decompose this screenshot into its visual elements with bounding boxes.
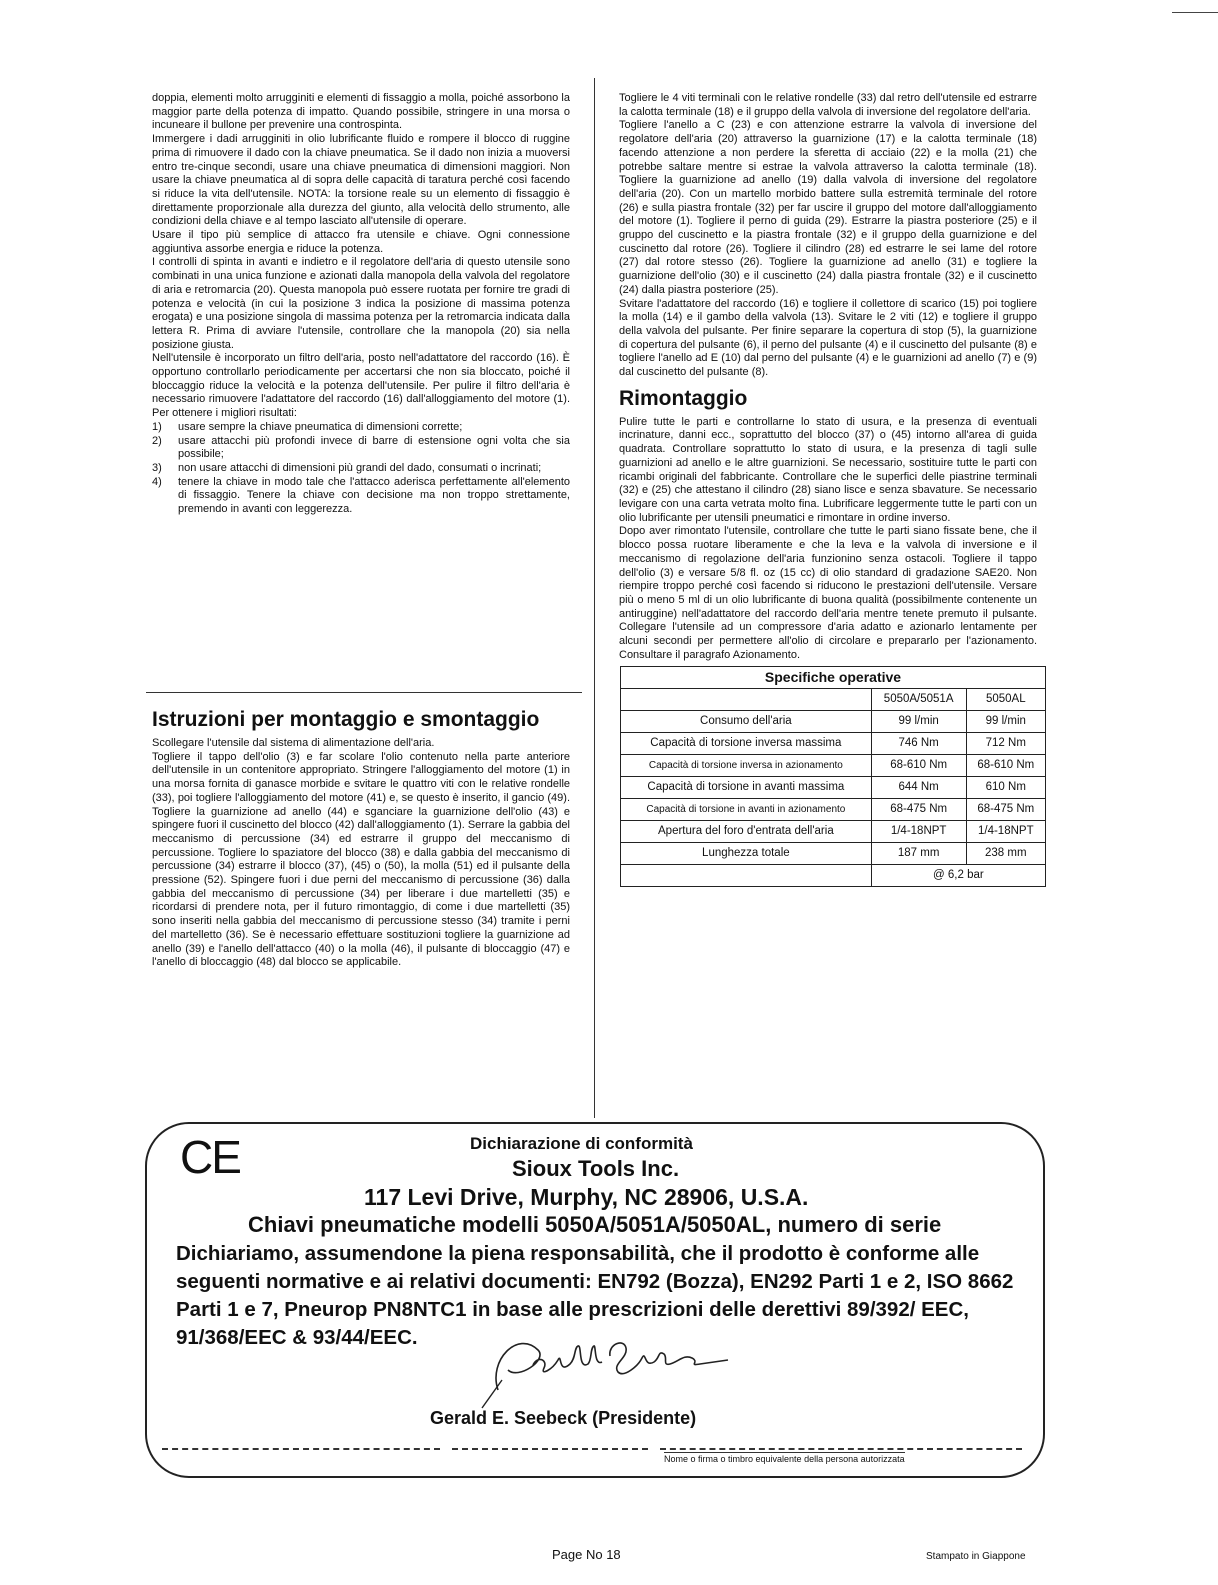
column-divider (594, 78, 595, 1118)
paragraph: Togliere l'anello a C (23) e con attenzione estrarre la valvola di inversione del regolatore dell'aria (20) attraverso la guarnizione (17) e la calotta terminale (18) facendo attenzione a non perdere la sferetta di acciaio (22) e la molla (21) che potrebbe saltare mentre si estrae la valvola attraverso la calotta terminale (18). Togliere la guarnizione ad anello (19) dalla valvola di inversione del regolatore dell'aria (20). Con un martello morbido battere sulla estremità terminale del rotore (26) e sulla piastra frontale (32) per far uscire il gruppo del motore dall'alloggiamento del motore (1). Togliere il perno di guida (29). Estrarre la piastra posteriore (25) e il gruppo del cuscinetto e la piastra frontale (32) e il gruppo della guarnizione e del cuscinetto dal rotore (26). Togliere il cilindro (28) ed estrarre le sei lame del rotore (27) dal rotore stesso (26). Togliere la guarnizione ad anello (31) e togliere la guarnizione dell'olio (30) e il cuscinetto (24) dalla piastra frontale (32) e il cuscinetto (24) dalla piastra posteriore (25). (619, 119, 1037, 296)
table-cell: 68-610 Nm (871, 755, 966, 777)
page-number: Page No 18 (552, 1547, 621, 1562)
table-cell: 99 l/min (871, 711, 966, 733)
table-row (621, 733, 1046, 755)
list-item (152, 476, 570, 517)
paragraph: doppia, elementi molto arrugginiti e elementi di fissaggio a molla, poiché assorbono la maggior parte della potenza di impatto. Quando possibile, stringere in una morsa o incuneare il bullone per prevenire una controspinta. (152, 92, 570, 132)
signature-caption: Nome o firma o timbro equivalente della persona autorizzata (664, 1454, 905, 1464)
assembly-instructions-section (152, 707, 570, 970)
paragraph: Usare il tipo più semplice di attacco fra utensile e chiave. Ogni connessione aggiuntiva assorbe energia e riduce la potenza. (152, 229, 570, 255)
column-header: 5050A/5051A (871, 689, 966, 711)
paragraph: Svitare l'adattatore del raccordo (16) e togliere il collettore di scarico (15) poi togliere la molla (14) e il gambo della valvola (13). Svitare le 2 viti (12) e togliere il gruppo della valvola del pulsante. Per finire separare la copertura di stop (5), la guarnizione di copertura del pulsante (6), il perno del pulsante (4) e il cuscinetto del pulsante (8) e togliere l'anello ad E (10) dal perno del pulsante (4) e le guarnizioni ad anello (7) e (9) dal cuscinetto del pulsante (8). (619, 297, 1037, 379)
table-cell: 99 l/min (966, 711, 1045, 733)
table-cell (621, 865, 872, 887)
signer-name: Gerald E. Seebeck (Presidente) (430, 1408, 697, 1428)
list-text: tenere la chiave in modo tale che l'attacco aderisca perfettamente all'elemento di fissaggio. Tenere la chiave con decisione ma non troppo strettamente, premendo in avanti con leggerezza. (178, 475, 570, 516)
table-cell: 746 Nm (871, 733, 966, 755)
row-label: Capacità di torsione inversa massima (621, 733, 872, 755)
declaration-statement: Dichiariamo, assumendone la piena responsabilità, che il prodotto è conforme alle seguenti normative e ai relativi documenti: EN792 (Bozza), EN292 Parti 1 e 2, ISO 8662 Parti 1 e 7, Pneurop PN8NTC1 in base alle prescrizioni delle derettivi 89/392/ EEC, 91/368/EEC & 93/44/EEC. (176, 1242, 1014, 1349)
table-cell: 238 mm (966, 843, 1045, 865)
table-row (621, 821, 1046, 843)
list-number: 4) (152, 475, 162, 488)
table-row (621, 843, 1046, 865)
row-label: Capacità di torsione in avanti massima (621, 777, 872, 799)
table-footnote: @ 6,2 bar (871, 865, 1045, 887)
table-row (621, 865, 1046, 887)
section-divider (146, 692, 582, 693)
table-cell: 68-610 Nm (966, 755, 1045, 777)
section-heading: Istruzioni per montaggio e smontaggio (152, 708, 540, 731)
row-label: Capacità di torsione inversa in azionamento (621, 755, 872, 777)
column-header: 5050AL (966, 689, 1045, 711)
table-cell: 68-475 Nm (966, 799, 1045, 821)
table-cell: 1/4-18NPT (871, 821, 966, 843)
right-column (619, 92, 1037, 887)
tips-list (152, 421, 570, 517)
row-label: Consumo dell'aria (621, 711, 872, 733)
table-row (621, 777, 1046, 799)
row-label: Capacità di torsione in avanti in azionamento (621, 799, 872, 821)
list-item (152, 462, 570, 476)
list-number: 3) (152, 461, 162, 474)
table-cell: 68-475 Nm (871, 799, 966, 821)
row-label: Apertura del foro d'entrata dell'aria (621, 821, 872, 843)
table-cell: 644 Nm (871, 777, 966, 799)
paragraph: Togliere il tappo dell'olio (3) e far scolare l'olio contenuto nella parte anteriore dell'utensile in un contenitore appropriato. Stringere l'alloggiamento del motore (1) in una morsa fornita di ganasce morbide e svitare le quattro viti con le relative rondelle (33), poi togliere l'alloggiamento del motore (41) e, se questo è inserito, il gancio (49). Togliere la guarnizione ad anello (44) e sganciare la guarnizione dell'olio (43) e spingere fuori il cuscinetto del blocco (42) dall'alloggiamento (1). Serrare la gabbia del meccanismo di percussione (34) ed estrarre il gruppo del meccanismo di percussione. Togliere lo spaziatore del blocco (38) e dalla gabbia del meccanismo di percussione (34) estrarre il blocco (37), (45) o (50), la molla (51) ed il pulsante della pressione (52). Spingere fuori i due perni del meccanismo di percussione (36) dalla gabbia del meccanismo di percussione (34) per liberare i due martelletti (35) e ricordarsi di prendere nota, per il futuro rimontaggio, di come i due martelletti (35) sono inseriti nella gabbia del meccanismo di percussione stesso (34) tramite i perni del martelletto (36). Se è necessario effettuare sostituzioni togliere la guarnizione ad anello (39) e l'anello dell'attacco (40) o la molla (46), il pulsante di bloccaggio (47) e l'anello di bloccaggio (48) dal blocco se applicabile. (152, 750, 570, 969)
company-name: Sioux Tools Inc. (512, 1156, 680, 1181)
paragraph: Pulire tutte le parti e controllarne lo stato di usura, e la presenza di eventuali incrinature, danni ecc., soprattutto del blocco (37) o (45) intorno all'area di guida quadrata. Controllare soprattutto lo stato di usura, e la presenza di tagli sulle guarnizioni ad anello e le altre guarnizioni. Se necessario, sostituire tutte le parti con ricambi originali del fabbricante. Controllare che le superfici delle piastrine terminali (32) e (25) che attestano il cilindro (28) siano lisce e senza sbavature. Se necessario levigare con una carta vetrata molto fina. Lubrificare leggermente tutte le parti con un olio lubrificante per utensili pneumatici e rimontare in ordine inverso. (619, 415, 1037, 524)
paragraph: Nell'utensile è incorporato un filtro dell'aria, posto nell'adattatore del raccordo (16). È opportuno controllarlo periodicamente per accertarsi che non sia bloccato, poiché il bloccaggio riduce la velocità e la potenza dell'utensile. Per pulire il filtro dell'aria è necessario rimuovere l'adattatore del raccordo (16) dall'alloggiamento del motore (1). Per ottenere i migliori risultati: (152, 352, 570, 420)
table-row (621, 711, 1046, 733)
list-number: 2) (152, 434, 162, 447)
signature-line (162, 1448, 440, 1450)
list-text: usare attacchi più profondi invece di barre di estensione ogni volta che sia possibile; (178, 434, 570, 461)
specs-table (620, 666, 1046, 887)
table-title: Specifiche operative (621, 667, 1046, 689)
table-row (621, 667, 1046, 689)
printed-in-note: Stampato in Giappone (926, 1551, 1026, 1562)
signature-image (478, 1320, 738, 1410)
list-number: 1) (152, 420, 162, 433)
table-cell (621, 689, 872, 711)
section-heading: Rimontaggio (619, 386, 748, 410)
table-header-row (621, 689, 1046, 711)
table-cell: 712 Nm (966, 733, 1045, 755)
signature-line (452, 1448, 648, 1450)
table-cell: 1/4-18NPT (966, 821, 1045, 843)
paragraph: Scollegare l'utensile dal sistema di alimentazione dell'aria. (152, 737, 435, 749)
table-cell: 610 Nm (966, 777, 1045, 799)
ce-mark-logo: CE (180, 1131, 240, 1183)
row-label: Lunghezza totale (621, 843, 872, 865)
left-column (152, 92, 570, 517)
paragraph: Togliere le 4 viti terminali con le relative rondelle (33) dal retro dell'utensile ed estrarre la calotta terminale (18) e il gruppo della valvola di inversione del regolatore dell'aria. (619, 92, 1037, 118)
list-item (152, 421, 570, 435)
list-text: non usare attacchi di dimensioni più grandi del dado, consumati o incrinati; (178, 461, 542, 474)
corner-mark (1172, 12, 1218, 13)
list-text: usare sempre la chiave pneumatica di dimensioni corrette; (178, 420, 463, 433)
company-address: 117 Levi Drive, Murphy, NC 28906, U.S.A. (364, 1184, 809, 1210)
table-cell: 187 mm (871, 843, 966, 865)
paragraph: Immergere i dadi arrugginiti in olio lubrificante fluido e rompere il blocco di ruggine prima di rimuovere il dado con la chiave pneumatica. Se il dado non inizia a muoversi entro tre-cinque secondi, usare una chiave pneumatica di dimensioni maggiori. Non usare la chiave pneumatica al di sopra delle capacità di taratura perché così facendo si riduce la vita dell'utensile. NOTA: la torsione reale su un elemento di fissaggio è direttamente proporzionale alla durezza del giunto, alla velocità dello strumento, alle condizioni della chiave e al tempo lasciato all'utensile di operare. (152, 133, 570, 228)
paragraph: I controlli di spinta in avanti e indietro e il regolatore dell'aria di questo utensile sono combinati in una unica funzione e azionati dalla manopola della valvola del regolatore di aria e retromarcia (20). Questa manopola può essere ruotata per fornire tre gradi di potenza e velocità (in cui la posizione 3 indica la posizione di massima potenza erogata) e una posizione singola di massima potenza per la retromarcia indicata dalla lettera R. Prima di avviare l'utensile, controllare che la manopola (20) sia nella posizione giusta. (152, 256, 570, 351)
signature-line (660, 1448, 1022, 1450)
list-item (152, 435, 570, 462)
paragraph: Dopo aver rimontato l'utensile, controllare che tutte le parti siano fissate bene, che il blocco possa ruotare liberamente e che la leva e la valvola di inversione e il meccanismo di regolazione dell'aria funzionino senza ostacoli. Togliere il tappo dell'olio (3) e versare 5/8 fl. oz (15 cc) di olio standard di gradazione SAE20. Non riempire troppo perché così facendo si riducono le prestazioni dell'utensile. Versare più o meno 5 ml di un olio lubrificante di buona qualità (possibilmente contenente un antiruggine) nell'adattatore del raccordo dell'aria mentre tenete premuto il pulsante. Collegare l'utensile ad un compressore d'aria adatto e azionarlo lentamente per alcuni secondi per permettere all'olio di circolare e prepararlo per l'azionamento. Consultare il paragrafo Azionamento. (619, 525, 1037, 661)
table-row (621, 799, 1046, 821)
product-models: Chiavi pneumatiche modelli 5050A/5051A/5050AL, numero di serie (248, 1212, 942, 1237)
declaration-title: Dichiarazione di conformità (470, 1134, 693, 1153)
table-row (621, 755, 1046, 777)
